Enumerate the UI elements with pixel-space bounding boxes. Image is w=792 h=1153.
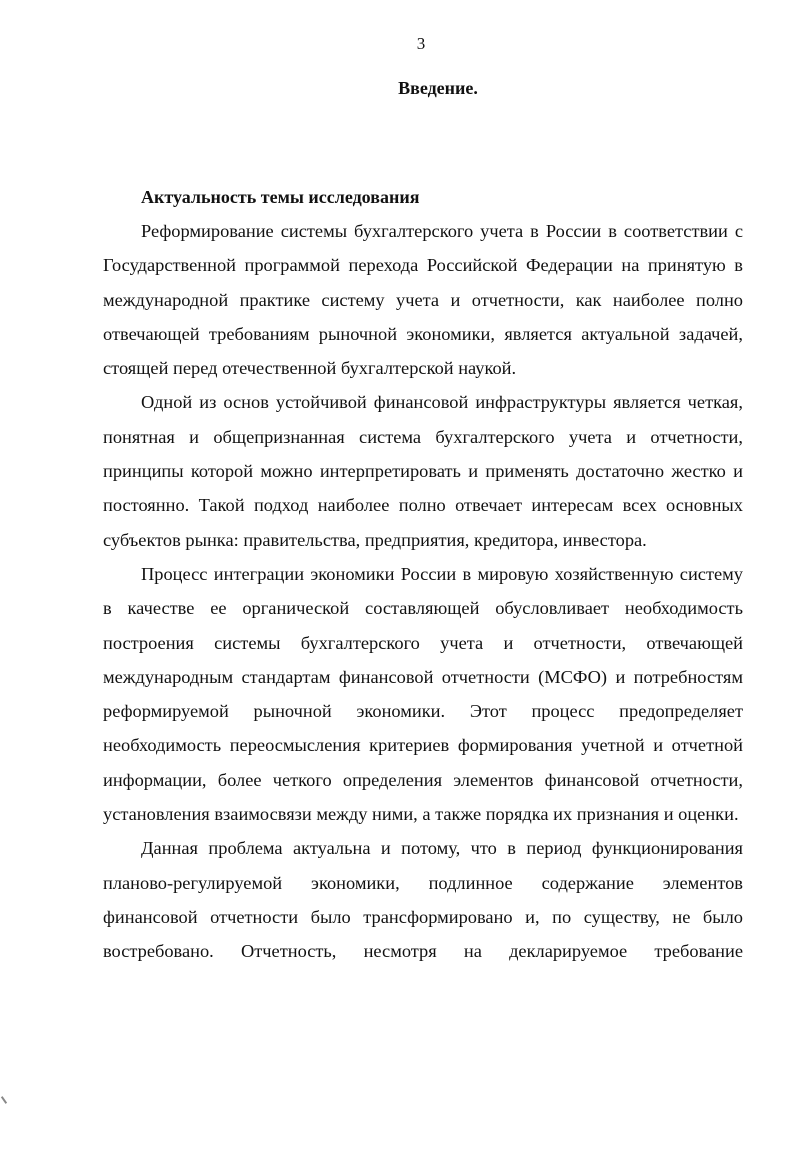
page-title: Введение. xyxy=(398,78,478,98)
page-number: 3 xyxy=(416,34,426,53)
section-heading: Актуальность темы исследования xyxy=(141,187,420,207)
document-body xyxy=(103,184,743,969)
scan-mark xyxy=(1,1096,7,1104)
paragraph-4: Данная проблема актуальна и потому, что в период функционирования планово-регулируемой экономики, подлинное содержание элементов финансовой отчетности было трансформировано и, по существу, не было востребовано. Отчетность, несмотря на декларируемое требование xyxy=(103,838,743,962)
paragraph-1: Реформирование системы бухгалтерского учета в России в соответствии с Государственной программой перехода Российской Федерации на принятую в международной практике систему учета и отчетности, как наиболее полно отвечающей требованиям рыночной экономики, является актуальной задачей, стоящей перед отечественной бухгалтерской наукой. xyxy=(103,221,743,379)
paragraph-2: Одной из основ устойчивой финансовой инфраструктуры является четкая, понятная и общепризнанная система бухгалтерского учета и отчетности, принципы которой можно интерпретировать и применять достаточно жестко и постоянно. Такой подход наиболее полно отвечает интересам всех основных субъектов рынка: правительства, предприятия, кредитора, инвестора. xyxy=(103,392,743,550)
paragraph-3: Процесс интеграции экономики России в мировую хозяйственную систему в качестве ее органической составляющей обусловливает необходимость построения системы бухгалтерского учета и отчетности, отвечающей международным стандартам финансовой отчетности (МСФО) и потребностям реформируемой рыночной экономики. Этот процесс предопределяет необходимость переосмысления критериев формирования учетной и отчетной информации, более четкого определения элементов финансовой отчетности, установления взаимосвязи между ними, а также порядка их признания и оценки. xyxy=(103,563,743,825)
